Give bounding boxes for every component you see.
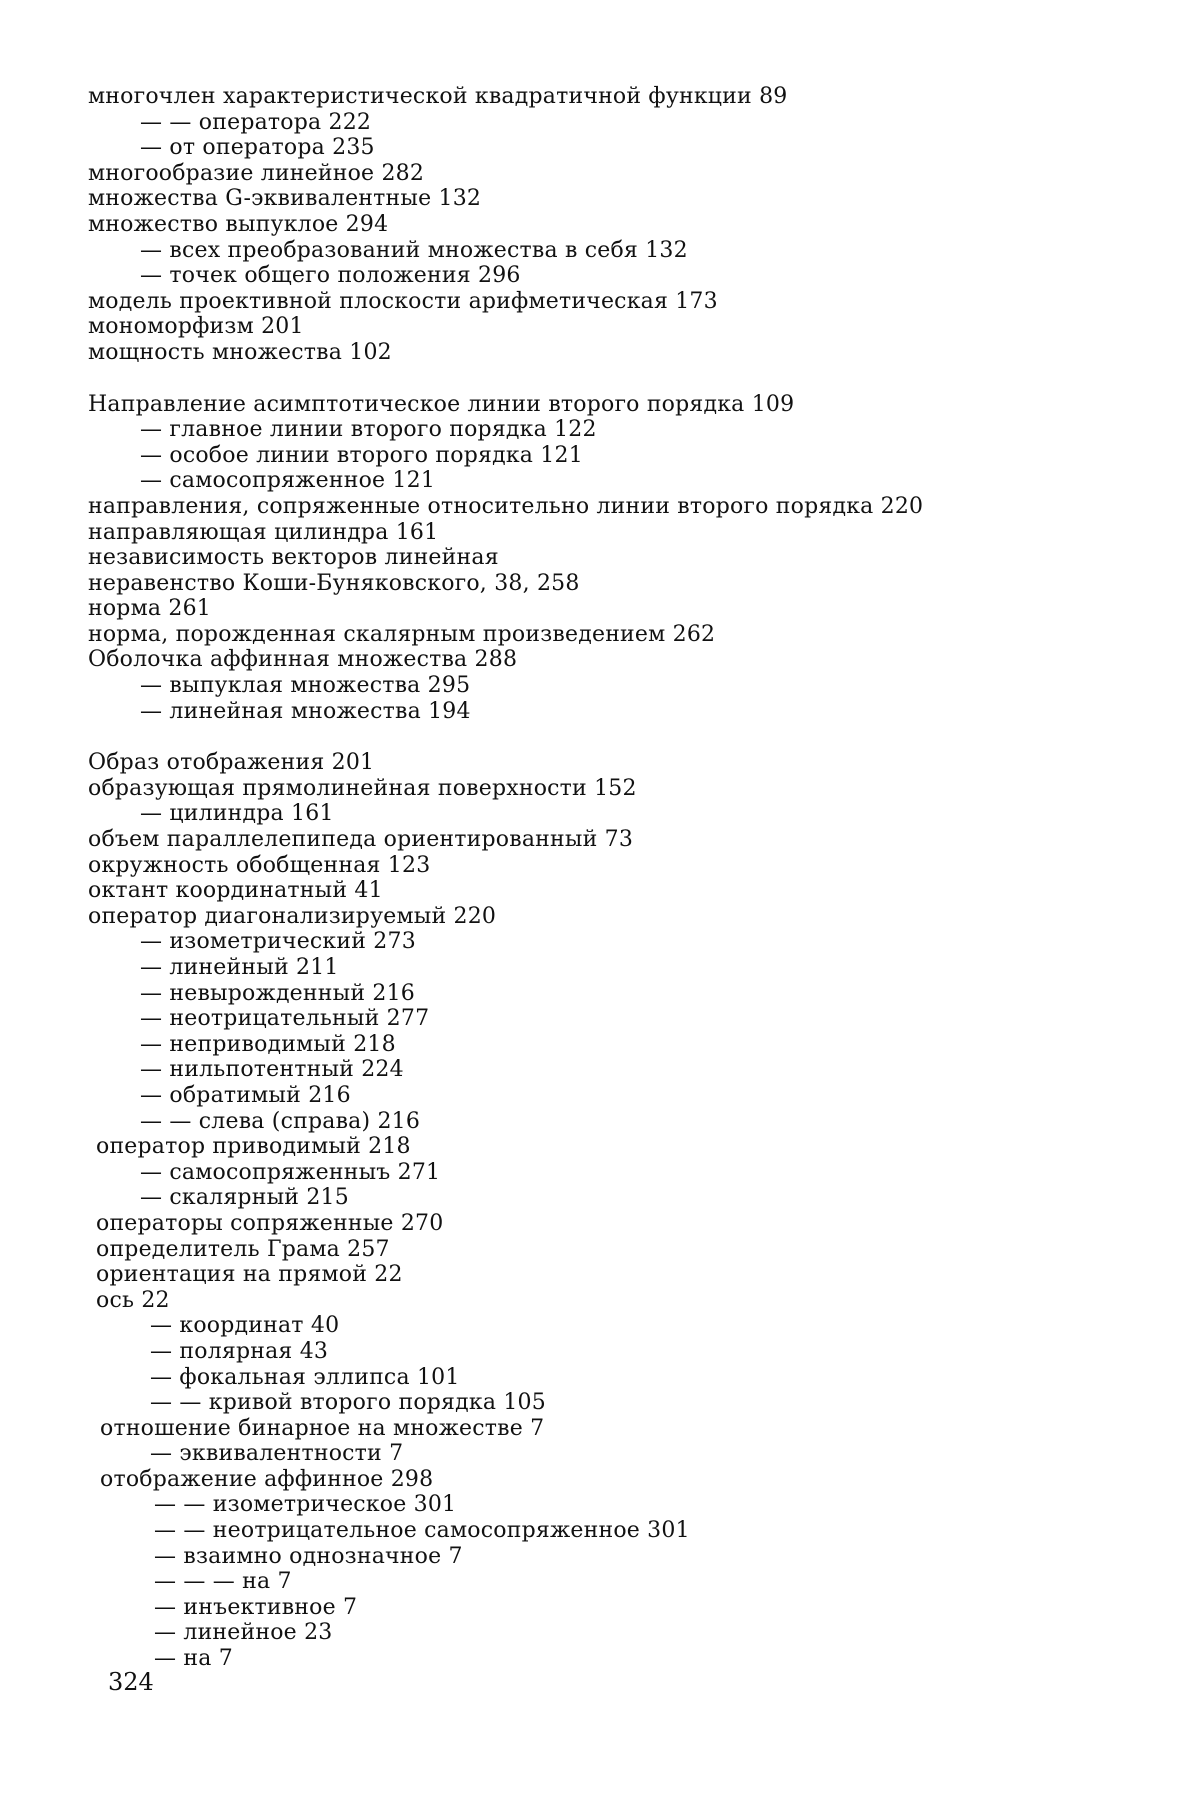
index-entry: — — — на 7 xyxy=(154,1569,292,1595)
index-entry: — линейный 211 xyxy=(140,955,339,980)
index-entry: октант координатный 41 xyxy=(88,878,383,904)
index-entry: многочлен характеристической квадратичной функции 89 xyxy=(88,84,788,109)
subject-index xyxy=(88,84,1148,1672)
index-entry: — полярная 43 xyxy=(150,1338,329,1364)
index-entry: норма, порожденная скалярным произведением 262 xyxy=(88,621,716,647)
index-entry: — эквивалентности 7 xyxy=(150,1441,404,1467)
index-entry: ось 22 xyxy=(96,1287,170,1313)
index-entry: — точек общего положения 296 xyxy=(140,263,521,289)
index-entry: определитель Грама 257 xyxy=(96,1236,390,1262)
index-entry: независимость векторов линейная xyxy=(88,545,499,571)
index-entry: — — изометрическое 301 xyxy=(154,1492,457,1518)
section-gap xyxy=(88,724,1148,750)
index-entry: — координат 40 xyxy=(150,1313,340,1339)
index-entry: направления, сопряженные относительно линии второго порядка 220 xyxy=(88,493,924,519)
index-entry: — всех преобразований множества в себя 132 xyxy=(140,237,688,263)
index-entry: норма 261 xyxy=(88,596,212,622)
index-entry: — цилиндра 161 xyxy=(140,801,334,827)
index-entry: — невырожденный 216 xyxy=(140,980,415,1006)
index-entry: — неприводимый 218 xyxy=(140,1031,396,1057)
index-entry: Оболочка аффинная множества 288 xyxy=(88,647,518,673)
index-entry: оператор диагонализируемый 220 xyxy=(88,903,497,929)
index-entry: отношение бинарное на множестве 7 xyxy=(100,1415,545,1441)
index-entry: Направление асимптотическое линии второго порядка 109 xyxy=(88,391,795,417)
index-entry: окружность обобщенная 123 xyxy=(88,852,431,878)
index-entry: — самосопряженное 121 xyxy=(140,468,436,494)
index-entry: — обратимый 216 xyxy=(140,1082,351,1108)
index-entry: неравенство Коши-Буняковского, 38, 258 xyxy=(88,570,580,596)
index-entry: мономорфизм 201 xyxy=(88,314,304,340)
index-entry: Образ отображения 201 xyxy=(88,750,375,776)
index-entry: операторы сопряженные 270 xyxy=(96,1210,444,1236)
index-entry: — линейное 23 xyxy=(154,1620,333,1646)
index-entry: отображение аффинное 298 xyxy=(100,1466,434,1492)
index-entry: — нильпотентный 224 xyxy=(140,1057,404,1083)
index-entry: — особое линии второго порядка 121 xyxy=(140,442,583,468)
index-entry: — главное линии второго порядка 122 xyxy=(140,417,597,443)
index-entry: — изометрический 273 xyxy=(140,929,416,955)
index-entry: — взаимно однозначное 7 xyxy=(154,1543,463,1569)
index-entry: модель проективной плоскости арифметическая 173 xyxy=(88,288,718,314)
index-entry: многообразие линейное 282 xyxy=(88,160,425,186)
index-entry: — на 7 xyxy=(154,1646,233,1672)
index-entry: — фокальная эллипса 101 xyxy=(150,1364,460,1390)
index-entry: — скалярный 215 xyxy=(140,1185,349,1211)
page-number: 324 xyxy=(108,1668,154,1696)
index-entry: — неотрицательный 277 xyxy=(140,1006,430,1032)
index-entry: — — кривой второго порядка 105 xyxy=(150,1390,546,1416)
index-entry: множества G-эквивалентные 132 xyxy=(88,186,482,212)
index-entry: — — неотрицательное самосопряженное 301 xyxy=(154,1518,690,1544)
index-entry: ориентация на прямой 22 xyxy=(96,1262,403,1288)
index-entry: — выпуклая множества 295 xyxy=(140,673,471,699)
index-entry: образующая прямолинейная поверхности 152 xyxy=(88,775,637,801)
index-entry: — линейная множества 194 xyxy=(140,698,471,724)
section-gap xyxy=(88,366,1148,392)
index-entry: — самосопряженныъ 271 xyxy=(140,1159,441,1185)
index-entry: мощность множества 102 xyxy=(88,339,392,365)
index-entry: — — слева (справа) 216 xyxy=(140,1108,421,1134)
index-entry: — инъективное 7 xyxy=(154,1594,358,1620)
index-entry: — — оператора 222 xyxy=(140,109,372,135)
index-entry: множество выпуклое 294 xyxy=(88,211,389,237)
index-entry: — от оператора 235 xyxy=(140,135,375,161)
index-entry: оператор приводимый 218 xyxy=(96,1134,411,1160)
index-entry: направляющая цилиндра 161 xyxy=(88,519,439,545)
index-entry: объем параллелепипеда ориентированный 73 xyxy=(88,827,634,853)
